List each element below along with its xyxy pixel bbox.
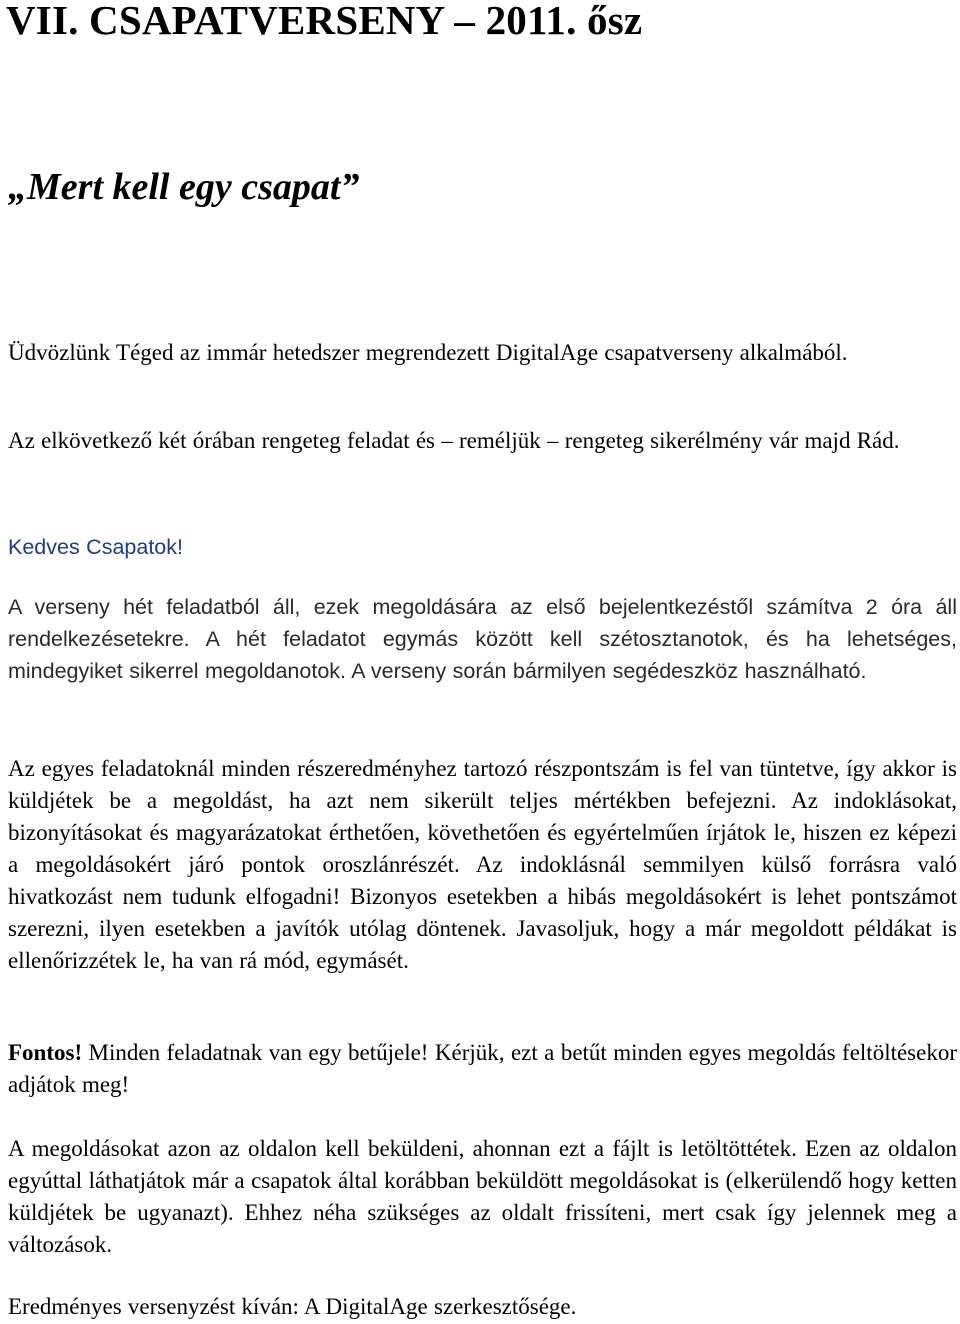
rules-paragraph: A verseny hét feladatból áll, ezek megoldására az első bejelentkezéstől számítva 2 óra áll rendelkezésetekre. A hét feladatot egymás között kell szétosztanotok, és ha lehetséges, mindegyiket sikerrel megoldanotok. A verseny során bármilyen segédeszköz használható. (8, 595, 957, 683)
document-heading: VII. CSAPATVERSENY – 2011. ősz (6, 0, 643, 43)
important-text: Minden feladatnak van egy betűjele! Kérjük, ezt a betűt minden egyes megoldás feltöltésekor adjátok meg! (8, 1040, 957, 1097)
scoring-paragraph: Az egyes feladatoknál minden részeredményhez tartozó részpontszám is fel van tüntetve, így akkor is küldjétek be a megoldást, ha azt nem sikerült teljes mértékben befejezni. Az indoklásokat, bizonyításokat és magyarázatokat érthetően, követhetően és egyértelműen írjátok le, hiszen ez képezi a megoldásokért járó pontok oroszlánrészét. Az indoklásnál semmilyen külső forrásra való hivatkozást nem tudunk elfogadni! Bizonyos esetekben a hibás megoldásokért is lehet pontszámot szerezni, ilyen esetekben a javítók utólag döntenek. Javasoljuk, hogy a már megoldott példákat is ellenőrizzétek le, ha van rá mód, egymásét. (8, 756, 957, 973)
important-paragraph (8, 1037, 957, 1101)
intro-paragraph: Az elkövetkező két órában rengeteg feladat és – reméljük – rengeteg sikerélmény vár majd Rád. (8, 428, 900, 453)
document-subtitle: „Mert kell egy csapat” (8, 166, 360, 208)
welcome-paragraph: Üdvözlünk Téged az immár hetedszer megrendezett DigitalAge csapatverseny alkalmából. (8, 340, 848, 365)
important-label: Fontos! (8, 1040, 83, 1065)
submission-paragraph: A megoldásokat azon az oldalon kell beküldeni, ahonnan ezt a fájlt is letöltöttétek. Ezen az oldalon egyúttal láthatjátok már a csapatok által korábban beküldött megoldásokat is (elkerülendő hogy ketten küldjétek be ugyanazt). Ehhez néha szükséges az oldalt frissíteni, mert csak így jelennek meg a változások. (8, 1136, 957, 1257)
closing-line: Eredményes versenyzést kíván: A DigitalAge szerkesztősége. (8, 1294, 577, 1319)
greeting-line: Kedves Csapatok! (8, 535, 183, 559)
